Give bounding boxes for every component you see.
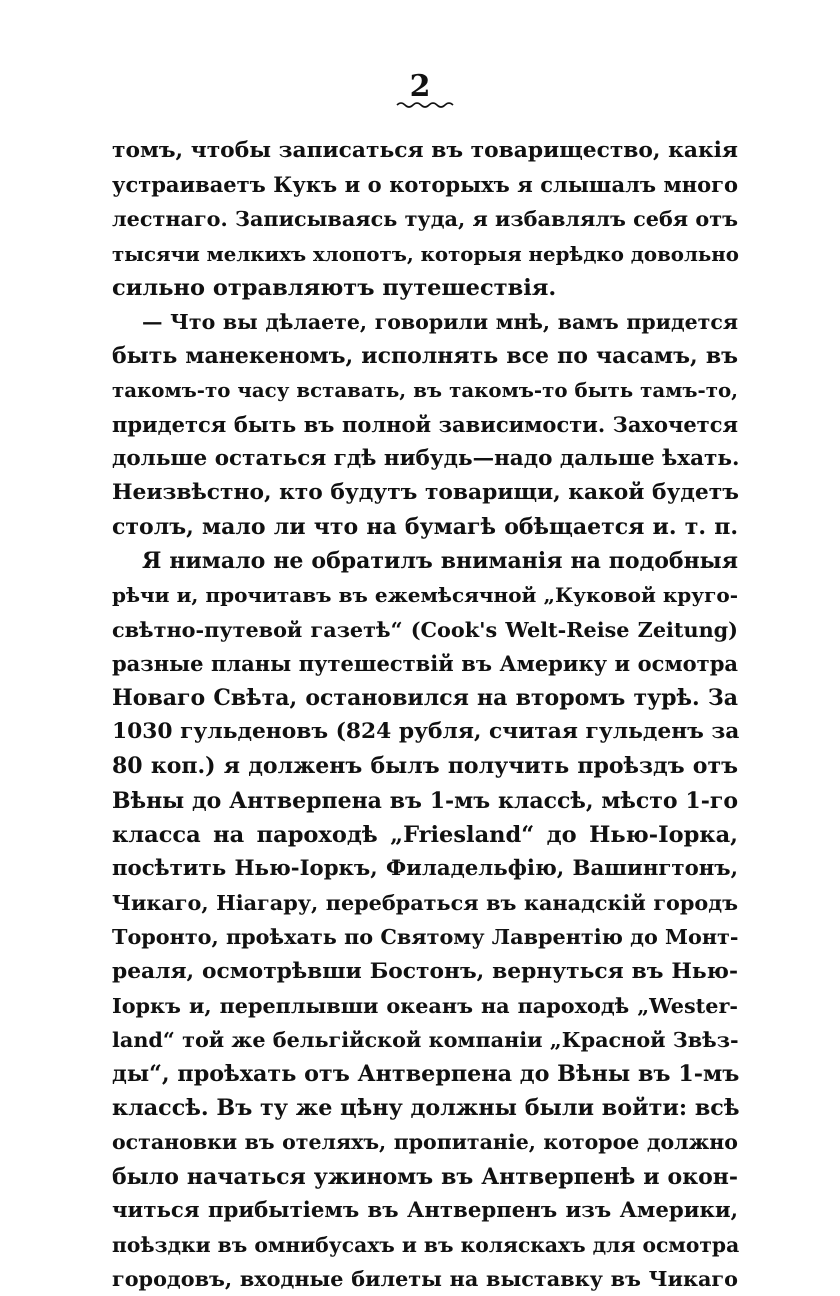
text-line: Вѣны до Антверпена въ 1-мъ классѣ, мѣсто 1-го bbox=[112, 787, 738, 814]
text-line: лестнаго. Записываясь туда, я избавлялъ себя отъ bbox=[112, 207, 738, 232]
text-line: посѣтить Нью-Іоркъ, Филадельфію, Вашингтонъ, bbox=[112, 855, 738, 881]
text-line: Я нимало не обратилъ вниманія на подобныя bbox=[142, 548, 738, 575]
wavy-ornament-icon bbox=[395, 100, 455, 110]
text-line: 1030 гульденовъ (824 рубля, считая гульденъ за bbox=[112, 719, 740, 745]
text-line: рѣчи и, прочитавъ въ ежемѣсячной „Куковой круго- bbox=[112, 583, 738, 608]
text-line: Торонто, проѣхать по Святому Лаврентію до Монт- bbox=[112, 925, 739, 950]
text-line: Новаго Свѣта, остановился на второмъ турѣ. За bbox=[112, 685, 738, 711]
text-line: 80 коп.) я долженъ былъ получить проѣздъ отъ bbox=[112, 753, 738, 780]
text-body bbox=[112, 134, 738, 1296]
page-number: 2 bbox=[409, 69, 431, 104]
text-line: дольше остаться гдѣ нибудь—надо дальше ѣхать. bbox=[112, 445, 740, 471]
text-line: ды“, проѣхать отъ Антверпена до Вѣны въ 1-мъ bbox=[112, 1061, 740, 1088]
text-line: городовъ, входные билеты на выставку въ Чикаго bbox=[112, 1267, 738, 1292]
text-line: Чикаго, Ніагару, перебраться въ канадскій городъ bbox=[112, 891, 738, 916]
text-line: классѣ. Въ ту же цѣну должны были войти: всѣ bbox=[112, 1095, 740, 1122]
text-line: остановки въ отеляхъ, пропитаніе, которое должно bbox=[112, 1130, 738, 1155]
text-line: тысячи мелкихъ хлопотъ, которыя нерѣдко довольно bbox=[112, 241, 739, 266]
text-line: томъ, чтобы записаться въ товарищество, какія bbox=[112, 138, 738, 163]
text-line: land“ той же бельгійской компаніи „Красной Звѣз- bbox=[112, 1027, 739, 1052]
text-line: свѣтно-путевой газетѣ“ (Cook's Welt-Reise Zeitung) bbox=[112, 617, 738, 642]
text-line: поѣздки въ омнибусахъ и въ коляскахъ для осмотра bbox=[112, 1233, 740, 1257]
text-line: устраиваетъ Кукъ и о которыхъ я слышалъ много bbox=[112, 172, 738, 198]
text-line: разные планы путешествій въ Америку и осмотра bbox=[112, 650, 738, 676]
text-line: быть манекеномъ, исполнять все по часамъ, въ bbox=[112, 343, 738, 370]
text-line: Неизвѣстно, кто будутъ товарищи, какой будетъ bbox=[112, 479, 739, 505]
text-line: сильно отравляютъ путешествія. bbox=[112, 274, 557, 301]
text-line: читься прибытіемъ въ Антверпенъ изъ Америки, bbox=[112, 1197, 738, 1223]
text-line: — Что вы дѣлаете, говорили мнѣ, вамъ придется bbox=[142, 309, 738, 334]
text-line: такомъ-то часу вставать, въ такомъ-то быть тамъ-то, bbox=[112, 378, 738, 403]
text-line: столъ, мало ли что на бумагѣ обѣщается и. т. п. bbox=[112, 514, 738, 541]
text-line: Іоркъ и, переплывши океанъ на пароходѣ „Wester- bbox=[112, 993, 738, 1018]
text-line: придется быть въ полной зависимости. Захочется bbox=[112, 411, 738, 437]
text-line: класса на пароходѣ „Friesland“ до Нью-Іорка, bbox=[112, 821, 738, 848]
text-line: реаля, осмотрѣвши Бостонъ, вернуться въ Нью- bbox=[112, 958, 738, 984]
text-line: было начаться ужиномъ въ Антверпенѣ и окон- bbox=[112, 1163, 738, 1190]
